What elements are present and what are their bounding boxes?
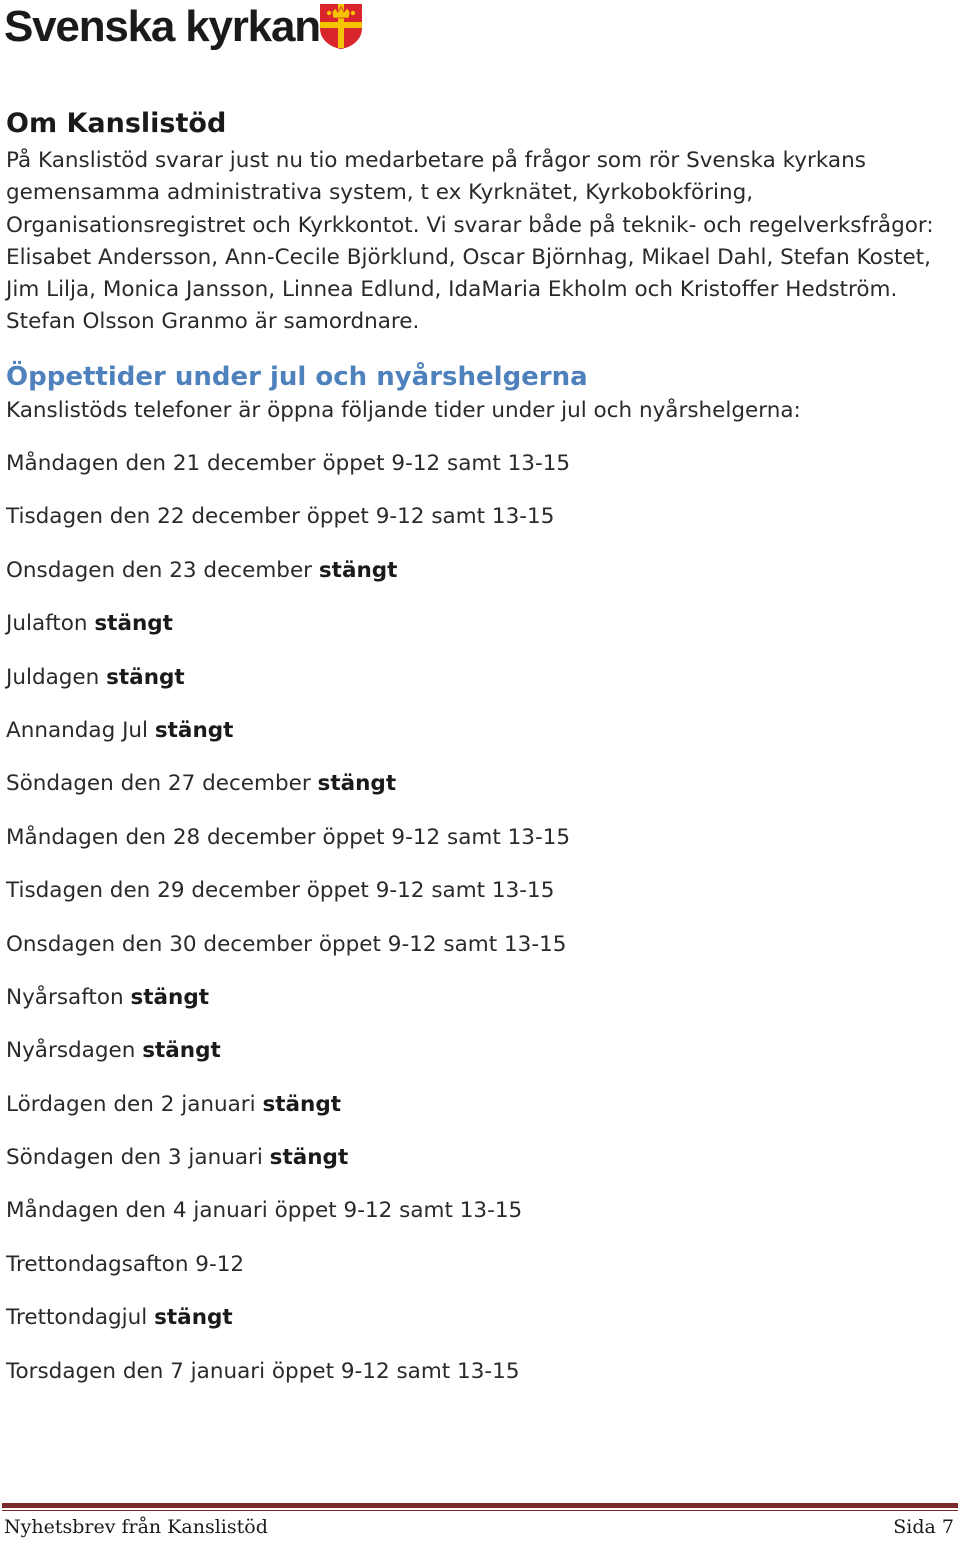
intro-paragraph: På Kanslistöd svarar just nu tio medarbetare på frågor som rör Svenska kyrkans gemensamma administrativa system, t ex Kyrknätet, Kyrkobokföring, Organisationsregistret och Kyrkkontot. Vi svarar både på teknik- och regelverksfrågor: Elisabet Andersson, Ann-Cecile Björklund, Oscar Björnhag, Mikael Dahl, Stefan Kostet, Jim Lilja, Monica Jansson, Linnea Edlund, IdaMaria Ekholm och Kristoffer Hedström. Stefan Olsson Granmo är samordnare. [6, 148, 934, 335]
svenska-kyrkan-logo [4, 0, 384, 56]
schedule-day: Söndagen den 27 december [6, 771, 311, 797]
opening-hours-heading: Öppettider under jul och nyårshelgerna [6, 362, 588, 392]
schedule-item [6, 1092, 570, 1145]
schedule-item [6, 1252, 570, 1305]
schedule-day: Tisdagen den 22 december öppet 9-12 samt 13-15 [6, 504, 555, 530]
schedule-day: Onsdagen den 23 december [6, 557, 313, 583]
footer-divider-thin [2, 1510, 958, 1511]
schedule-day: Nyårsafton [6, 984, 124, 1010]
schedule-status: stängt [142, 1038, 221, 1064]
opening-hours-list [6, 451, 570, 1412]
schedule-day: Julafton [6, 611, 88, 637]
schedule-status: stängt [269, 1145, 349, 1171]
schedule-item [6, 504, 570, 557]
schedule-item [6, 878, 570, 931]
logo-wordmark: Svenska kyrkan [4, 2, 320, 51]
schedule-day: Måndagen den 28 december öppet 9-12 samt 13-15 [6, 824, 571, 850]
schedule-item [6, 1359, 570, 1412]
schedule-day: Juldagen [6, 664, 100, 690]
schedule-day: Tisdagen den 29 december öppet 9-12 samt 13-15 [6, 878, 555, 904]
schedule-day: Måndagen den 21 december öppet 9-12 samt 13-15 [6, 451, 571, 476]
schedule-day: Torsdagen den 7 januari öppet 9-12 samt 13-15 [6, 1358, 520, 1384]
schedule-status: stängt [317, 771, 397, 797]
page-title: Om Kanslistöd [6, 108, 227, 139]
schedule-item [6, 1305, 570, 1358]
schedule-item [6, 985, 570, 1038]
schedule-item [6, 718, 570, 771]
footer-page-number: Sida 7 [893, 1516, 954, 1538]
schedule-item [6, 932, 570, 985]
schedule-status: stängt [94, 611, 173, 637]
schedule-status: stängt [130, 984, 210, 1010]
schedule-day: Trettondagsafton 9-12 [6, 1251, 245, 1277]
schedule-day: Måndagen den 4 januari öppet 9-12 samt 13-15 [6, 1198, 523, 1224]
schedule-day: Trettondagjul [6, 1305, 148, 1331]
schedule-item [6, 611, 570, 664]
schedule-status: stängt [318, 557, 398, 583]
schedule-status: stängt [154, 717, 234, 743]
schedule-item [6, 825, 570, 878]
footer-newsletter-title: Nyhetsbrev från Kanslistöd [4, 1516, 268, 1538]
schedule-status: stängt [262, 1091, 342, 1117]
church-crest-icon [318, 2, 364, 50]
schedule-day: Annandag Jul [6, 717, 149, 743]
schedule-day: Nyårsdagen [6, 1038, 136, 1064]
schedule-item [6, 558, 570, 611]
schedule-day: Onsdagen den 30 december öppet 9-12 samt 13-15 [6, 931, 567, 957]
schedule-item [6, 771, 570, 824]
schedule-item [6, 1198, 570, 1251]
schedule-item [6, 451, 570, 504]
schedule-day: Söndagen den 3 januari [6, 1145, 263, 1171]
schedule-status: stängt [106, 664, 185, 690]
schedule-day: Lördagen den 2 januari [6, 1091, 256, 1117]
opening-hours-lead: Kanslistöds telefoner är öppna följande tider under jul och nyårshelgerna: [6, 398, 801, 423]
schedule-item [6, 1038, 570, 1091]
schedule-item [6, 1145, 570, 1198]
schedule-item [6, 665, 570, 718]
schedule-status: stängt [154, 1305, 233, 1331]
footer-divider [2, 1503, 958, 1508]
